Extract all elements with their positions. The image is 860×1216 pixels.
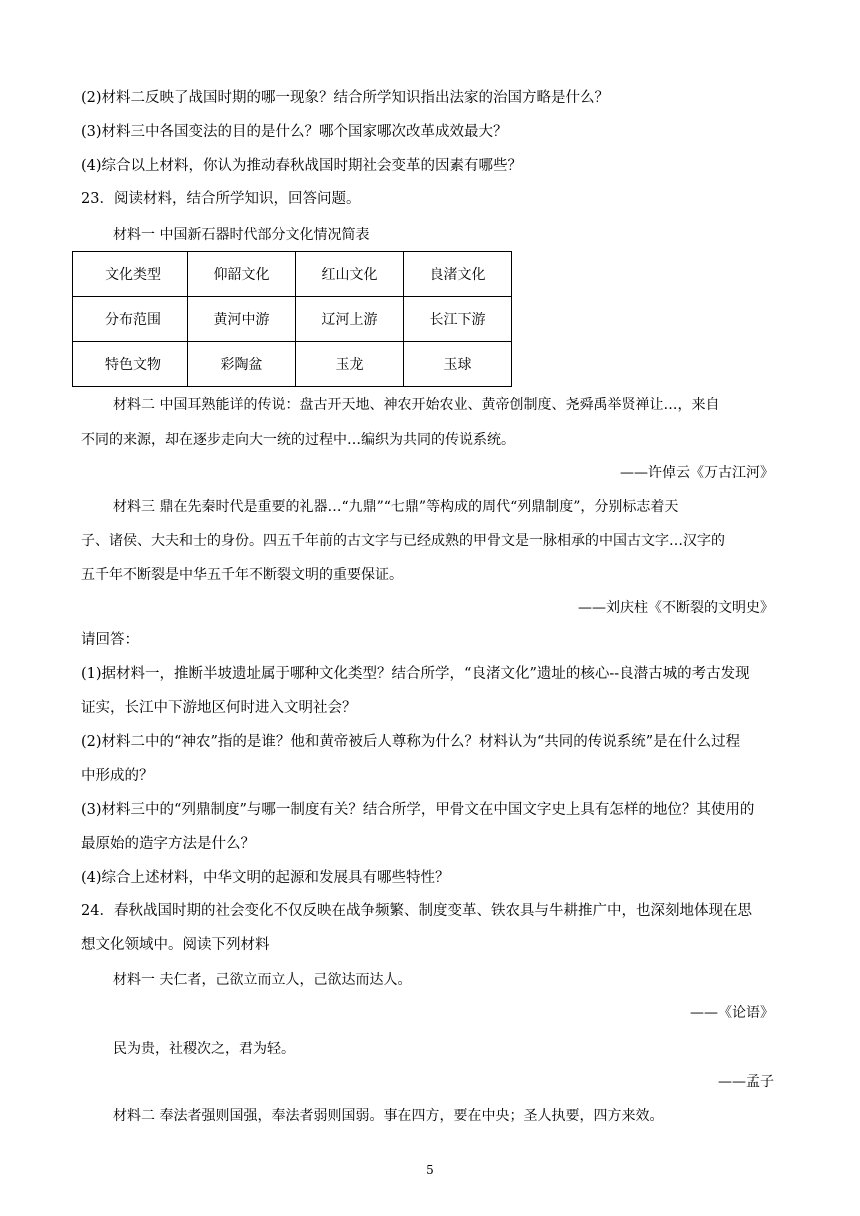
material-3-line-1: 材料三 鼎在先秦时代是重要的礼器…“九鼎”“七鼎”等构成的周代“列鼎制度”，分别标志着天 — [113, 499, 679, 515]
question-24-intro-2: 想文化领域中。阅读下列材料 — [81, 937, 270, 953]
table-cell: 彩陶盆 — [188, 342, 296, 387]
table-cell: 黄河中游 — [188, 297, 296, 342]
table-cell: 良渚文化 — [404, 252, 512, 297]
culture-table — [72, 251, 512, 387]
material-3-source: ——刘庆柱《不断裂的文明史》 — [578, 600, 774, 616]
question-22-2: (2)材料二反映了战国时期的哪一现象？结合所学知识指出法家的治国方略是什么？ — [81, 90, 610, 106]
table-cell: 特色文物 — [73, 342, 188, 387]
table-cell: 红山文化 — [296, 252, 404, 297]
table-cell: 长江下游 — [404, 297, 512, 342]
table-cell: 玉龙 — [296, 342, 404, 387]
table-cell: 玉球 — [404, 342, 512, 387]
table-cell: 文化类型 — [73, 252, 188, 297]
page-number: 5 — [426, 1163, 434, 1177]
table-row — [73, 342, 512, 387]
material-2-line-1: 材料二 中国耳熟能详的传说：盘古开天地、神农开始农业、黄帝创制度、尧舜禹举贤禅让…，来自 — [113, 397, 720, 413]
question-23-1-line-1: (1)据材料一，推断半坡遗址属于哪种文化类型？结合所学，“良渚文化”遗址的核心--良潜古城的考古发现 — [81, 666, 750, 682]
material-2-source: ——许倬云《万古江河》 — [620, 465, 774, 481]
ask-prompt: 请回答： — [81, 632, 139, 648]
question-23-3-line-2: 最原始的造字方法是什么？ — [81, 836, 255, 852]
material-2-line-2: 不同的来源，却在逐步走向大一统的过程中…编织为共同的传说系统。 — [81, 432, 515, 448]
table-row — [73, 252, 512, 297]
q24-material-1-line-2: 民为贵，社稷次之，君为轻。 — [113, 1041, 295, 1057]
q24-material-2-line-1: 材料二 奉法者强则国强，奉法者弱则国弱。事在四方，要在中央；圣人执要，四方来效。 — [113, 1108, 664, 1124]
question-23-heading: 23．阅读材料，结合所学知识，回答问题。 — [81, 191, 361, 207]
table-cell: 辽河上游 — [296, 297, 404, 342]
q24-material-1-line-1: 材料一 夫仁者，己欲立而立人，己欲达而达人。 — [113, 972, 412, 988]
table-cell: 分布范围 — [73, 297, 188, 342]
q24-material-1-source-2: ——孟子 — [718, 1074, 774, 1090]
material-3-line-3: 五千年不断裂是中华五千年不断裂文明的重要保证。 — [81, 567, 403, 583]
question-23-2-line-2: 中形成的？ — [81, 768, 154, 784]
material-3-line-2: 子、诸侯、大夫和士的身份。四五千年前的古文字与已经成熟的甲骨文是一脉相承的中国古文字…汉字的 — [81, 533, 725, 549]
question-23-2-line-1: (2)材料二中的“神农”指的是谁？他和黄帝被后人尊称为什么？材料认为“共同的传说系统”是在什么过程 — [81, 734, 741, 750]
question-23-3-line-1: (3)材料三中的“列鼎制度”与哪一制度有关？结合所学，甲骨文在中国文字史上具有怎样的地位？其使用的 — [81, 802, 755, 818]
question-23-4: (4)综合上述材料，中华文明的起源和发展具有哪些特性？ — [81, 870, 450, 886]
table-row — [73, 297, 512, 342]
q24-material-1-source-1: ——《论语》 — [690, 1005, 774, 1021]
question-24-intro-1: 24．春秋战国时期的社会变化不仅反映在战争频繁、制度变革、铁农具与牛耕推广中，也深刻地体现在思 — [81, 903, 752, 919]
question-22-3: (3)材料三中各国变法的目的是什么？哪个国家哪次改革成效最大？ — [81, 124, 508, 140]
question-22-4: (4)综合以上材料，你认为推动春秋战国时期社会变革的因素有哪些？ — [81, 158, 523, 174]
material-1-title: 材料一 中国新石器时代部分文化情况简表 — [113, 227, 370, 243]
question-23-1-line-2: 证实，长江中下游地区何时进入文明社会？ — [81, 700, 357, 716]
table-cell: 仰韶文化 — [188, 252, 296, 297]
